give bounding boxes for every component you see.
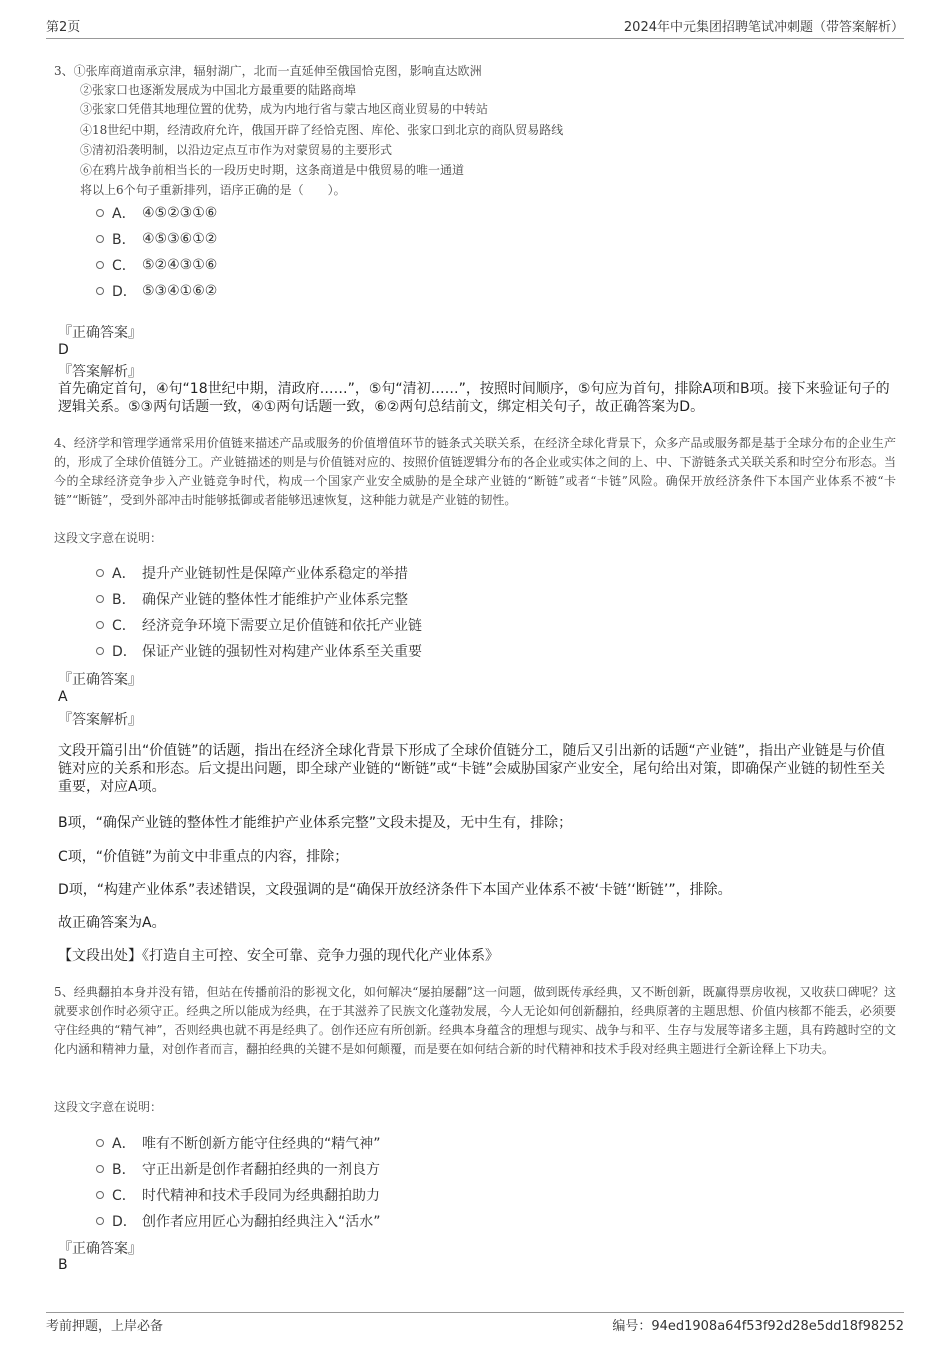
q4-analysis-label: 『答案解析』	[58, 712, 142, 728]
radio-icon[interactable]	[96, 1217, 104, 1225]
footer-slogan: 考前押题，上岸必备	[46, 1319, 164, 1334]
radio-icon[interactable]	[96, 1191, 104, 1199]
q3-stem-line-6: ⑥在鸦片战争前相当长的一段历史时期，这条商道是中俄贸易的唯一通道	[80, 163, 465, 177]
q3-stem-line-4: ④18世纪中期，经清政府允许，俄国开辟了经恰克图、库伦、张家口到北京的商队贸易路线	[80, 123, 564, 137]
q3-stem-line-7: 将以上6个句子重新排列，语序正确的是（ ）。	[80, 183, 346, 197]
page-number: 第2页	[46, 20, 81, 35]
radio-icon[interactable]	[96, 261, 104, 269]
q3-stem-line-1: 3、①张库商道南承京津，辐射湖广，北而一直延伸至俄国恰克图，影响直达欧洲	[54, 64, 482, 78]
q4-analysis-p3: C项，“价值链”为前文中非重点的内容，排除；	[58, 849, 349, 865]
q3-answer-label: 『正确答案』	[58, 325, 142, 341]
q4-answer-label: 『正确答案』	[58, 672, 142, 688]
q3-analysis-label: 『答案解析』	[58, 364, 142, 380]
q4-analysis-p2: B项，“确保产业链的整体性才能维护产业体系完整”文段未提及，无中生有，排除；	[58, 815, 573, 831]
q4-answer: A	[58, 689, 68, 705]
q5-answer-label: 『正确答案』	[58, 1241, 142, 1257]
q5-option-a[interactable]: A． 唯有不断创新方能守住经典的“精气神”	[96, 1133, 381, 1153]
q3-option-d[interactable]: D． ⑤③④①⑥②	[96, 281, 217, 301]
q4-option-b[interactable]: B． 确保产业链的整体性才能维护产业体系完整	[96, 589, 408, 609]
document-code: 编号：94ed1908a64f53f92d28e5dd18f98252	[612, 1319, 904, 1334]
page-footer	[46, 1312, 904, 1334]
q4-option-a[interactable]: A． 提升产业链韧性是保障产业体系稳定的举措	[96, 563, 408, 583]
q4-option-d[interactable]: D． 保证产业链的强韧性对构建产业体系至关重要	[96, 641, 422, 661]
q3-option-c[interactable]: C． ⑤②④③①⑥	[96, 255, 217, 275]
q5-option-d[interactable]: D． 创作者应用匠心为翻拍经典注入“活水”	[96, 1211, 381, 1231]
radio-icon[interactable]	[96, 647, 104, 655]
q5-option-b[interactable]: B． 守正出新是创作者翻拍经典的一剂良方	[96, 1159, 380, 1179]
radio-icon[interactable]	[96, 621, 104, 629]
radio-icon[interactable]	[96, 1139, 104, 1147]
q3-stem-line-5: ⑤清初沿袭明制，以沿边定点互市作为对蒙贸易的主要形式	[80, 143, 393, 157]
q4-analysis-p5: 故正确答案为A。	[58, 915, 166, 931]
q3-option-b[interactable]: B． ④⑤③⑥①②	[96, 229, 217, 249]
q3-stem-line-3: ③张家口凭借其地理位置的优势，成为内地行省与蒙古地区商业贸易的中转站	[80, 102, 489, 116]
radio-icon[interactable]	[96, 287, 104, 295]
q5-stem: 5、经典翻拍本身并没有错，但站在传播前沿的影视文化，如何解决“屡拍屡翻”这一问题，做到既传承经典，又不断创新，既赢得票房收视，又收获口碑呢？这就要求创作时必须守正。经典之所以能成为经典，在于其滋养了民族文化蓬勃发展，今人无论如何创新翻拍，经典原著的主题思想、价值内核都不能丢，必须要守住经典的“精气神”，否则经典也就不再是经典了。创作还应有所创新。经典本身蕴含的理想与现实、战争与和平、生存与发展等诸多主题，具有跨越时空的文化内涵和精神力量，对创作者而言，翻拍经典的关键不是如何颠覆，而是要在如何结合新的时代精神和技术手段对经典主题进行全新诠释上下功夫。	[54, 985, 896, 1056]
radio-icon[interactable]	[96, 235, 104, 243]
q5-prompt: 这段文字意在说明：	[54, 1100, 163, 1114]
q3-analysis: 首先确定首句，④句“18世纪中期，清政府……”，⑤句“清初……”，按照时间顺序，⑤句应为首句，排除A项和B项。接下来验证句子的逻辑关系。⑤③两句话题一致，④①两句话题一致，⑥②两句总结前文，绑定相关句子，故正确答案为D。	[58, 381, 890, 415]
q4-analysis-p4: D项，“构建产业体系”表述错误，文段强调的是“确保开放经济条件下本国产业体系不被‘卡链’‘断链’”，排除。	[58, 882, 732, 898]
page-header	[46, 16, 904, 39]
q3-option-a[interactable]: A． ④⑤②③①⑥	[96, 203, 217, 223]
q4-source: 【文段出处】《打造自主可控、安全可靠、竞争力强的现代化产业体系》	[58, 948, 499, 964]
radio-icon[interactable]	[96, 209, 104, 217]
radio-icon[interactable]	[96, 569, 104, 577]
q4-prompt: 这段文字意在说明：	[54, 531, 163, 545]
q4-stem: 4、经济学和管理学通常采用价值链来描述产品或服务的价值增值环节的链条式关联关系，在经济全球化背景下，众多产品或服务都是基于全球分布的企业生产的，形成了全球价值链分工。产业链描述的则是与价值链对应的、按照价值链逻辑分布的各企业或实体之间的上、中、下游链条式关联关系和时空分布形态。当今的全球经济竞争步入产业链竞争时代，构成一个国家产业安全威胁的是全球产业链的“断链”或者“卡链”风险。确保开放经济条件下本国产业体系不被“卡链”“断链”，受到外部冲击时能够抵御或者能够迅速恢复，这种能力就是产业链的韧性。	[54, 436, 896, 507]
q5-option-c[interactable]: C． 时代精神和技术手段同为经典翻拍助力	[96, 1185, 380, 1205]
q5-answer: B	[58, 1257, 68, 1273]
q3-answer: D	[58, 342, 69, 358]
q4-analysis-p1: 文段开篇引出“价值链”的话题，指出在经济全球化背景下形成了全球价值链分工，随后又引出新的话题“产业链”，指出产业链是与价值链对应的关系和形态。后文提出问题，即全球产业链的“断链”或“卡链”会威胁国家产业安全，尾句给出对策，即确保产业链的韧性至关重要，对应A项。	[58, 743, 886, 795]
document-title: 2024年中元集团招聘笔试冲刺题（带答案解析）	[623, 20, 904, 35]
q4-option-c[interactable]: C． 经济竞争环境下需要立足价值链和依托产业链	[96, 615, 422, 635]
radio-icon[interactable]	[96, 595, 104, 603]
q3-stem-line-2: ②张家口也逐渐发展成为中国北方最重要的陆路商埠	[80, 83, 357, 97]
radio-icon[interactable]	[96, 1165, 104, 1173]
